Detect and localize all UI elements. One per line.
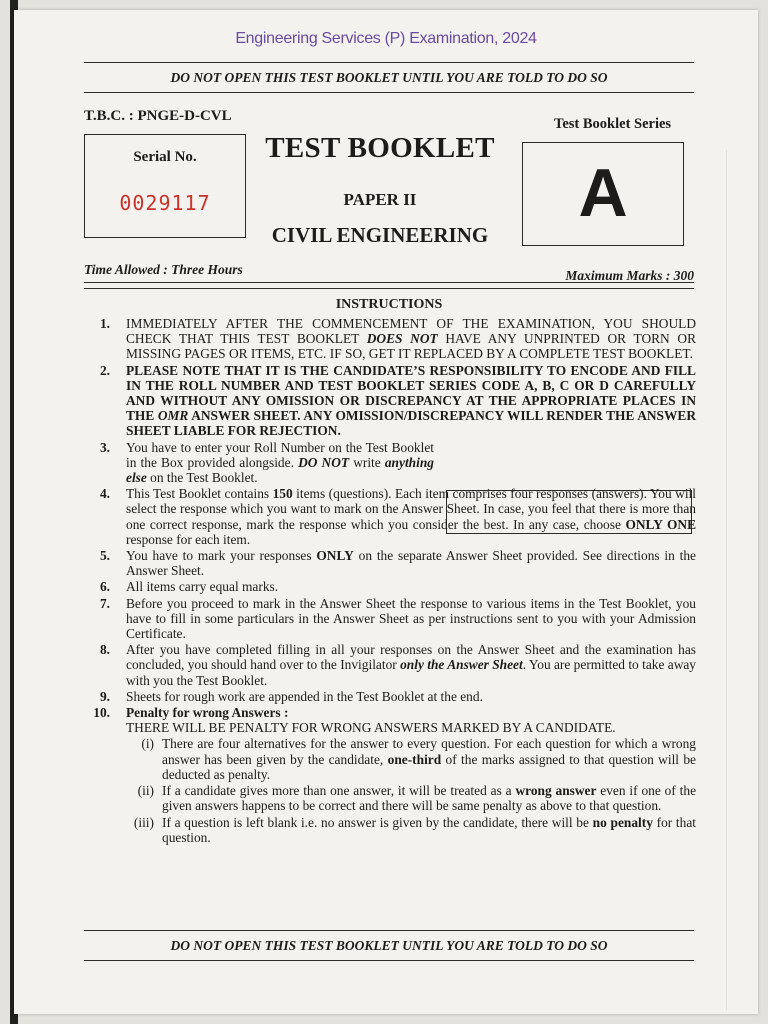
top-rule (84, 62, 694, 63)
instructions-title: INSTRUCTIONS (335, 297, 443, 312)
subitem-emphasis: wrong answer (515, 783, 597, 799)
item-number: 7. (99, 595, 110, 611)
series-label: Test Booklet Series (554, 116, 672, 132)
subitem-emphasis: one-third (387, 751, 442, 767)
subitem-text: If a candidate gives more than one answer, it will be treated as a (162, 783, 516, 799)
item-text: After you have completed filling in all your responses on the Answer Sheet and the examination has concluded, you should hand over to the Invigilator (126, 642, 696, 673)
item-text: ANSWER SHEET. ANY OMISSION/DISCREPANCY WILL RENDER THE ANSWER SHEET LIABLE FOR REJECTION. (126, 408, 696, 439)
penalty-heading: Penalty for wrong Answers : (126, 705, 289, 721)
exam-name: Engineering Services (P) Examination, 2024 (235, 30, 537, 47)
booklet-title: TEST BOOKLET (265, 132, 495, 164)
instruction-item (84, 705, 696, 845)
instruction-item (84, 363, 696, 439)
item-number: 9. (99, 688, 110, 704)
item-emphasis: OMR (157, 408, 189, 424)
item-emphasis: anything else (126, 454, 434, 486)
bottom-rule-lower (84, 960, 694, 961)
item-emphasis: DOES NOT (366, 331, 438, 347)
instruction-item (84, 440, 696, 486)
subitem-text: for that question. (162, 814, 697, 845)
item-text: . You are permitted to take away with you the Test Booklet. (126, 657, 697, 688)
page-fold (726, 150, 727, 1010)
item-number: 4. (99, 486, 110, 502)
top-warning: DO NOT OPEN THIS TEST BOOKLET UNTIL YOU ARE TOLD TO DO SO (170, 70, 608, 85)
subitem-number: (iii) (133, 814, 154, 830)
series-letter: A (578, 155, 628, 231)
item-text: write (349, 454, 385, 470)
penalty-subitem (126, 783, 696, 813)
serial-number-box (84, 134, 246, 238)
subitem-text: even if one of the given answers happens to be correct and there will be same penalty as above to that question. (162, 783, 697, 814)
subitem-text: of the marks assigned to that question will be deducted as penalty. (162, 751, 697, 782)
subitem-number: (i) (141, 736, 154, 752)
item-emphasis: DO NOT (298, 454, 350, 470)
maximum-marks: Maximum Marks : 300 (565, 268, 694, 283)
instruction-item (84, 689, 696, 704)
penalty-line: THERE WILL BE PENALTY FOR WRONG ANSWERS MARKED BY A CANDIDATE. (126, 720, 616, 736)
item-text: on the Test Booklet. (146, 470, 258, 486)
item-text: Sheets for rough work are appended in the Test Booklet at the end. (126, 688, 483, 704)
subitem-text: There are four alternatives for the answer to every question. For each question for which a wrong answer has been given by the candidate, (162, 736, 696, 767)
test-booklet-cover (14, 10, 758, 1014)
bottom-warning: DO NOT OPEN THIS TEST BOOKLET UNTIL YOU ARE TOLD TO DO SO (170, 938, 608, 953)
item-number: 1. (99, 316, 110, 331)
instruction-item (84, 486, 696, 547)
penalty-subitem (126, 815, 696, 845)
time-allowed: Time Allowed : Three Hours (84, 262, 243, 277)
item-text: Before you proceed to mark in the Answer Sheet the response to various items in the Test Booklet, you have to fill in some particulars in the Answer Sheet as per instructions sent to you with your Admission Certificate. (126, 595, 696, 642)
instruction-item (84, 596, 696, 642)
paper-number: PAPER II (343, 190, 417, 209)
item-emphasis: 150 (272, 486, 293, 502)
subitem-text: If a question is left blank i.e. no answer is given by the candidate, there will be (162, 814, 593, 830)
penalty-subitem (126, 736, 696, 782)
top-rule-lower (84, 92, 694, 93)
instructions-list (84, 316, 696, 846)
item-text: You have to mark your responses (126, 548, 317, 564)
item-text: on the separate Answer Sheet provided. See directions in the Answer Sheet. (126, 548, 696, 579)
item-text: IMMEDIATELY AFTER THE COMMENCEMENT OF THE EXAMINATION, YOU SHOULD CHECK THAT THIS TEST BOOKLET (126, 316, 696, 347)
item-number: 3. (99, 439, 110, 455)
item-text: This Test Booklet contains (126, 486, 273, 502)
subitem-number: (ii) (137, 783, 154, 799)
item-emphasis: only the Answer Sheet (400, 657, 523, 673)
serial-label: Serial No. (133, 149, 197, 165)
item-number: 8. (99, 642, 110, 658)
series-box (522, 142, 684, 246)
instruction-item (84, 642, 696, 688)
marks-rule (84, 288, 694, 289)
subject-name: CIVIL ENGINEERING (271, 223, 489, 247)
tbc-code: T.B.C. : PNGE-D-CVL (84, 108, 232, 124)
item-text: You have to enter your Roll Number on the Test Booklet in the Box provided alongside. (126, 439, 434, 470)
item-text: response for each item. (126, 531, 251, 547)
instruction-item (84, 579, 696, 594)
instruction-item (84, 316, 696, 362)
item-text: PLEASE NOTE THAT IT IS THE CANDIDATE’S RESPONSIBILITY TO ENCODE AND FILL IN THE ROLL NUMBER AND TEST BOOKLET SERIES CODE A, B, C OR D CAREFULLY AND WITHOUT ANY OMISSION OR DISCREPANCY AT THE APPROPRIATE PLACES IN THE (126, 362, 696, 424)
item-text: All items carry equal marks. (126, 579, 279, 595)
item-text: items (questions). Each item comprises four responses (answers). You will select the response which you want to mark on the Answer Sheet. In case, you feel that there is more than one correct response, mark the response which you consider the best. In any case, choose (126, 486, 696, 532)
item-number: 5. (99, 548, 110, 564)
instruction-item (84, 548, 696, 578)
subitem-emphasis: no penalty (592, 814, 653, 830)
item-number: 10. (93, 705, 110, 721)
item-emphasis: ONLY ONE (625, 516, 696, 532)
item-emphasis: ONLY (316, 548, 354, 564)
serial-value: 0029117 (119, 191, 211, 215)
item-number: 2. (99, 362, 110, 378)
bottom-rule (84, 930, 694, 931)
item-text: HAVE ANY UNPRINTED OR TORN OR MISSING PAGES OR ITEMS, ETC. IF SO, GET IT REPLACED BY A COMPLETE TEST BOOKLET. (126, 331, 697, 362)
item-number: 6. (99, 579, 110, 595)
